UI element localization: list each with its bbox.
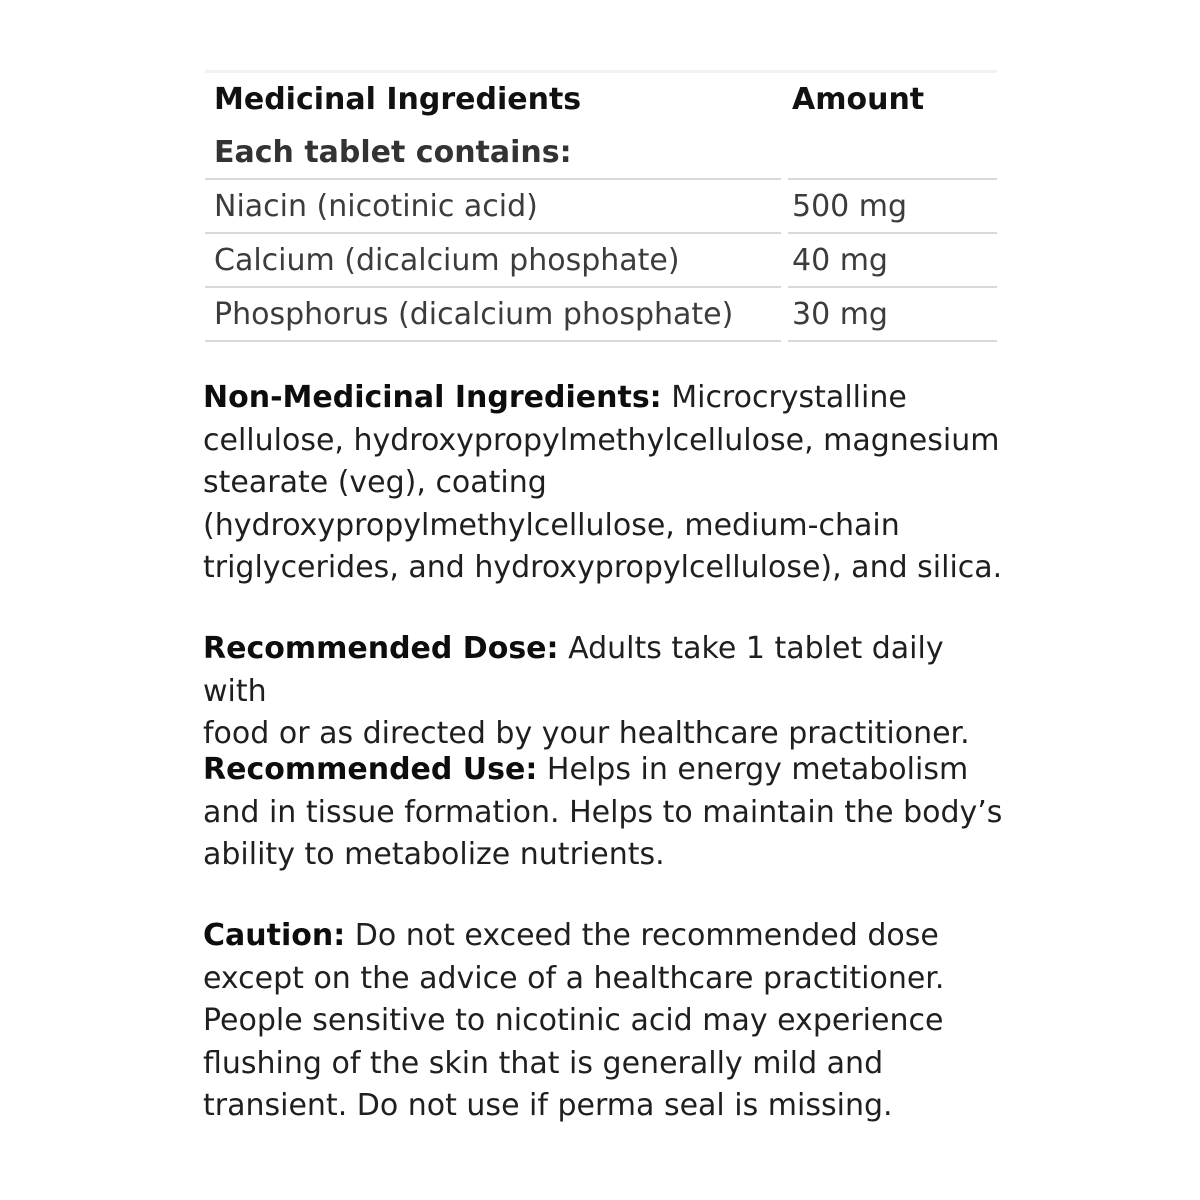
table-header-row — [205, 72, 997, 126]
non-medicinal-line: Microcrystalline — [671, 380, 907, 415]
table-row — [205, 180, 997, 234]
subheader-amount-empty — [788, 126, 997, 180]
non-medicinal-line: cellulose, hydroxypropylmethylcellulose, magnesium — [203, 422, 1000, 458]
header-ingredients: Medicinal Ingredients — [214, 81, 582, 117]
amount-cell: 30 mg — [788, 288, 997, 342]
caution-paragraph — [203, 915, 1003, 1128]
table-subheader-row — [205, 126, 997, 180]
recommended-use-label: Recommended Use: — [203, 752, 538, 787]
ingredient-cell: Phosphorus (dicalcium phosphate) — [205, 288, 781, 342]
dose-line: food or as directed by your healthcare practitioner. — [203, 716, 970, 751]
recommended-dose-paragraph — [203, 628, 1003, 756]
amount-cell: 40 mg — [788, 234, 997, 288]
subheader-each-tablet: Each tablet contains: — [205, 126, 781, 180]
caution-line: Do not exceed the recommended dose — [354, 918, 939, 953]
dose-line: Adults take 1 tablet daily with — [203, 631, 944, 709]
caution-line: People sensitive to nicotinic acid may experience — [203, 1003, 944, 1038]
non-medicinal-label: Non-Medicinal Ingredients: — [203, 380, 662, 415]
caution-line: transient. Do not use if perma seal is missing. — [203, 1088, 893, 1123]
table-row — [205, 234, 997, 288]
non-medicinal-line: stearate (veg), coating — [203, 465, 547, 500]
use-line: and in tissue formation. Helps to maintain the body’s — [203, 794, 1003, 830]
non-medicinal-ingredients-paragraph — [203, 377, 1003, 590]
recommended-use-paragraph — [203, 749, 1003, 877]
use-line: Helps in energy metabolism — [546, 752, 969, 787]
caution-line: flushing of the skin that is generally mild and — [203, 1045, 884, 1081]
caution-label: Caution: — [203, 918, 346, 953]
non-medicinal-line: (hydroxypropylmethylcellulose, medium-chain — [203, 507, 900, 543]
ingredient-cell: Niacin (nicotinic acid) — [205, 180, 781, 234]
header-amount: Amount — [792, 81, 925, 117]
amount-cell: 500 mg — [788, 180, 997, 234]
caution-line: except on the advice of a healthcare practitioner. — [203, 960, 945, 996]
recommended-dose-label: Recommended Dose: — [203, 631, 559, 666]
use-line: ability to metabolize nutrients. — [203, 837, 665, 872]
medicinal-ingredients-table — [205, 72, 997, 342]
non-medicinal-line: triglycerides, and hydroxypropylcellulose), and silica. — [203, 550, 1003, 585]
ingredient-cell: Calcium (dicalcium phosphate) — [205, 234, 781, 288]
table-row — [205, 288, 997, 342]
